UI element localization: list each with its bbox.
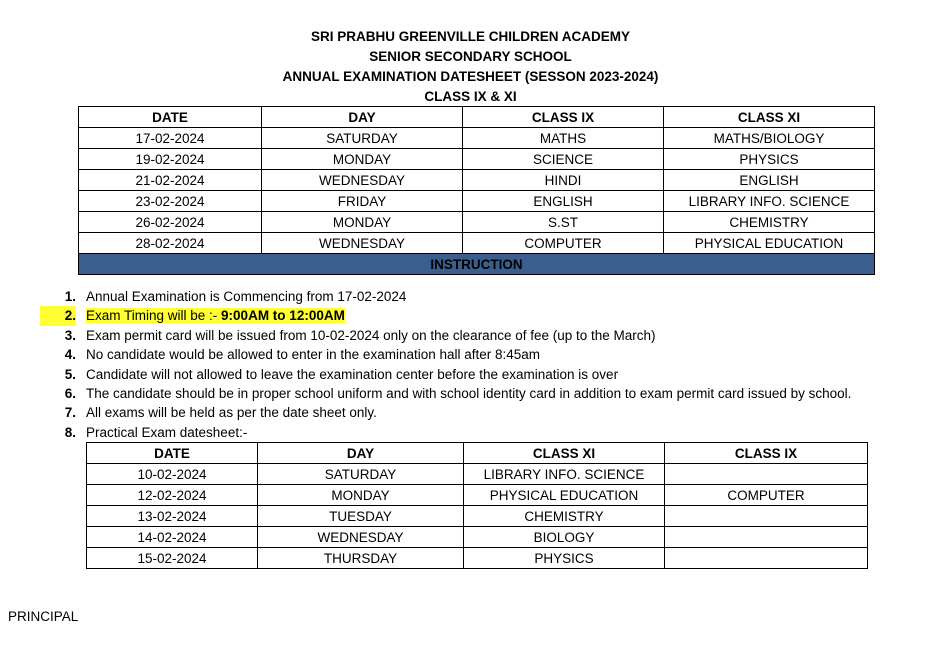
table-cell: MATHS/BIOLOGY xyxy=(664,128,875,149)
list-number: 2. xyxy=(40,306,76,325)
table-row xyxy=(79,191,875,212)
table-cell: COMPUTER xyxy=(665,485,868,506)
list-text: No candidate would be allowed to enter in the examination hall after 8:45am xyxy=(86,347,541,363)
table-cell xyxy=(665,506,868,527)
list-number: 8. xyxy=(64,424,76,440)
list-text: Candidate will not allowed to leave the examination center before the examination is over xyxy=(86,366,619,382)
instruction-bar-row xyxy=(79,254,875,275)
table-cell: 13-02-2024 xyxy=(87,506,258,527)
table-cell: WEDNESDAY xyxy=(262,233,463,254)
table-cell xyxy=(665,464,868,485)
table-cell xyxy=(665,527,868,548)
table-row xyxy=(79,128,875,149)
table-row xyxy=(87,506,868,527)
list-text: Exam Timing will be :- xyxy=(86,308,222,324)
table-cell: 14-02-2024 xyxy=(87,527,258,548)
list-item xyxy=(40,287,851,306)
principal-signature-label: PRINCIPAL xyxy=(8,609,79,624)
table-cell: CHEMISTRY xyxy=(464,506,665,527)
table-cell: 23-02-2024 xyxy=(79,191,262,212)
table-row xyxy=(79,149,875,170)
table-cell: PHYSICAL EDUCATION xyxy=(664,233,875,254)
table-cell: 26-02-2024 xyxy=(79,212,262,233)
list-item xyxy=(40,384,851,403)
list-item xyxy=(40,403,851,422)
table-cell: WEDNESDAY xyxy=(258,527,464,548)
table-cell: MONDAY xyxy=(262,212,463,233)
practical-datesheet-table xyxy=(86,442,868,569)
table-header-row xyxy=(87,443,868,464)
school-name: SRI PRABHU GREENVILLE CHILDREN ACADEMY xyxy=(310,29,631,44)
class-title: CLASS IX & XI xyxy=(424,89,517,104)
table-cell: COMPUTER xyxy=(463,233,664,254)
list-text: Exam permit card will be issued from 10-02-2024 only on the clearance of fee (up to the March) xyxy=(86,327,656,343)
school-subtitle: SENIOR SECONDARY SCHOOL xyxy=(369,49,572,64)
table-cell: HINDI xyxy=(463,170,664,191)
table-cell: 17-02-2024 xyxy=(79,128,262,149)
list-number: 1. xyxy=(64,289,76,304)
column-header: DAY xyxy=(262,107,463,128)
instruction-bar: INSTRUCTION xyxy=(79,254,875,275)
table-cell: ENGLISH xyxy=(463,191,664,212)
table-cell: LIBRARY INFO. SCIENCE xyxy=(464,464,665,485)
table-cell: 12-02-2024 xyxy=(87,485,258,506)
table-cell: 19-02-2024 xyxy=(79,149,262,170)
table-cell: LIBRARY INFO. SCIENCE xyxy=(664,191,875,212)
table-cell: PHYSICAL EDUCATION xyxy=(464,485,665,506)
list-item xyxy=(40,306,851,325)
table-cell: TUESDAY xyxy=(258,506,464,527)
list-text: The candidate should be in proper school uniform and with school identity card in addition to exam permit card issued by school. xyxy=(86,385,852,401)
instruction-list xyxy=(40,287,851,442)
list-number: 5. xyxy=(64,366,76,382)
list-item xyxy=(40,423,851,442)
table-cell: FRIDAY xyxy=(262,191,463,212)
table-cell: S.ST xyxy=(463,212,664,233)
list-text: All exams will be held as per the date sheet only. xyxy=(86,405,377,421)
exam-datesheet-table xyxy=(78,106,875,275)
list-number: 3. xyxy=(64,327,76,343)
table-cell: PHYSICS xyxy=(664,149,875,170)
table-cell: 28-02-2024 xyxy=(79,233,262,254)
list-number: 7. xyxy=(64,405,76,421)
list-number: 4. xyxy=(64,347,76,363)
column-header: CLASS XI xyxy=(664,107,875,128)
list-item xyxy=(40,345,851,364)
table-cell: 21-02-2024 xyxy=(79,170,262,191)
table-cell: PHYSICS xyxy=(464,548,665,569)
list-text: Annual Examination is Commencing from 17-02-2024 xyxy=(86,289,407,304)
column-header: DAY xyxy=(258,443,464,464)
table-cell: MONDAY xyxy=(262,149,463,170)
list-item xyxy=(40,365,851,384)
table-row xyxy=(87,464,868,485)
table-cell: WEDNESDAY xyxy=(262,170,463,191)
table-cell xyxy=(665,548,868,569)
table-cell: MONDAY xyxy=(258,485,464,506)
list-number: 6. xyxy=(64,385,76,401)
table-cell: CHEMISTRY xyxy=(664,212,875,233)
datesheet-title: ANNUAL EXAMINATION DATESHEET (SESSON 2023-2024) xyxy=(282,69,659,84)
table-row xyxy=(79,170,875,191)
table-row xyxy=(87,548,868,569)
column-header: CLASS XI xyxy=(464,443,665,464)
table-cell: MATHS xyxy=(463,128,664,149)
table-row xyxy=(87,527,868,548)
list-text: Practical Exam datesheet:- xyxy=(86,424,248,440)
table-cell: ENGLISH xyxy=(664,170,875,191)
table-cell: BIOLOGY xyxy=(464,527,665,548)
exam-timing-highlight: 9:00AM to 12:00AM xyxy=(221,308,345,324)
table-cell: THURSDAY xyxy=(258,548,464,569)
table-row xyxy=(87,485,868,506)
list-item xyxy=(40,326,851,345)
table-row xyxy=(79,212,875,233)
column-header: CLASS IX xyxy=(463,107,664,128)
table-cell: 10-02-2024 xyxy=(87,464,258,485)
table-row xyxy=(79,233,875,254)
column-header: DATE xyxy=(79,107,262,128)
table-cell: SATURDAY xyxy=(258,464,464,485)
table-cell: SCIENCE xyxy=(463,149,664,170)
column-header: DATE xyxy=(87,443,258,464)
table-cell: SATURDAY xyxy=(262,128,463,149)
column-header: CLASS IX xyxy=(665,443,868,464)
table-header-row xyxy=(79,107,875,128)
table-cell: 15-02-2024 xyxy=(87,548,258,569)
